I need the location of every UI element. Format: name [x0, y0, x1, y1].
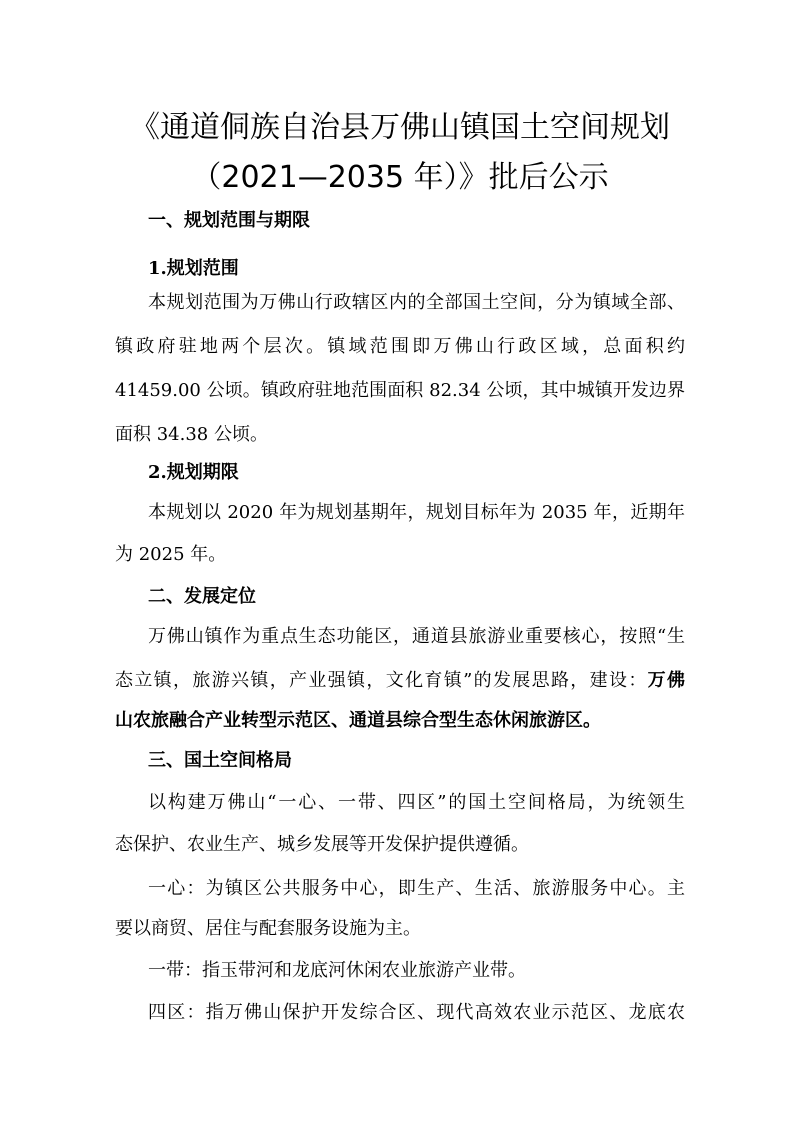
paragraph-line: 面积 34.38 公顷。 [115, 424, 268, 445]
paragraph-text: 态立镇，旅游兴镇，产业强镇，文化育镇”的发展思路，建设： [115, 670, 648, 691]
paragraph-line: 以构建万佛山“一心、一带、四区”的国土空间格局，为统领生 [148, 792, 685, 813]
paragraph-line: 镇政府驻地两个层次。镇域范围即万佛山行政区域，总面积约 [115, 336, 685, 357]
section-heading-spatial-pattern: 三、国土空间格局 [148, 750, 292, 771]
paragraph-line [115, 668, 685, 694]
section-heading-scope: 一、规划范围与期限 [148, 210, 310, 231]
paragraph-line: 41459.00 公顷。镇政府驻地范围面积 82.34 公顷，其中城镇开发边界 [115, 380, 685, 401]
paragraph-line: 一带：指玉带河和龙底河休闲农业旅游产业带。 [148, 960, 526, 981]
bold-highlight: 万佛 [647, 670, 685, 691]
paragraph-line: 要以商贸、居住与配套服务设施为主。 [115, 918, 421, 939]
paragraph-line: 万佛山镇作为重点生态功能区，通道县旅游业重要核心，按照“生 [148, 626, 685, 647]
document-title-line-1: 《通道侗族自治县万佛山镇国土空间规划 [130, 110, 670, 145]
paragraph-line: 本规划以 2020 年为规划基期年，规划目标年为 2035 年，近期年 [148, 502, 685, 523]
subsection-heading-scope: 1.规划范围 [148, 258, 239, 279]
bold-highlight: 山农旅融合产业转型示范区、通道县综合型生态休闲旅游区。 [115, 710, 601, 731]
paragraph-line: 本规划范围为万佛山行政辖区内的全部国土空间，分为镇域全部、 [148, 292, 685, 313]
document-title-line-2: （2021—2035 年）》批后公示 [191, 160, 609, 195]
paragraph-line: 一心：为镇区公共服务中心，即生产、生活、旅游服务中心。主 [148, 878, 685, 899]
section-heading-positioning: 二、发展定位 [148, 586, 256, 607]
paragraph-line: 四区：指万佛山保护开发综合区、现代高效农业示范区、龙底农 [148, 1002, 685, 1023]
paragraph-line: 态保护、农业生产、城乡发展等开发保护提供遵循。 [115, 834, 529, 855]
paragraph-line [115, 708, 685, 734]
paragraph-line: 为 2025 年。 [115, 544, 227, 565]
subsection-heading-period: 2.规划期限 [148, 462, 239, 483]
